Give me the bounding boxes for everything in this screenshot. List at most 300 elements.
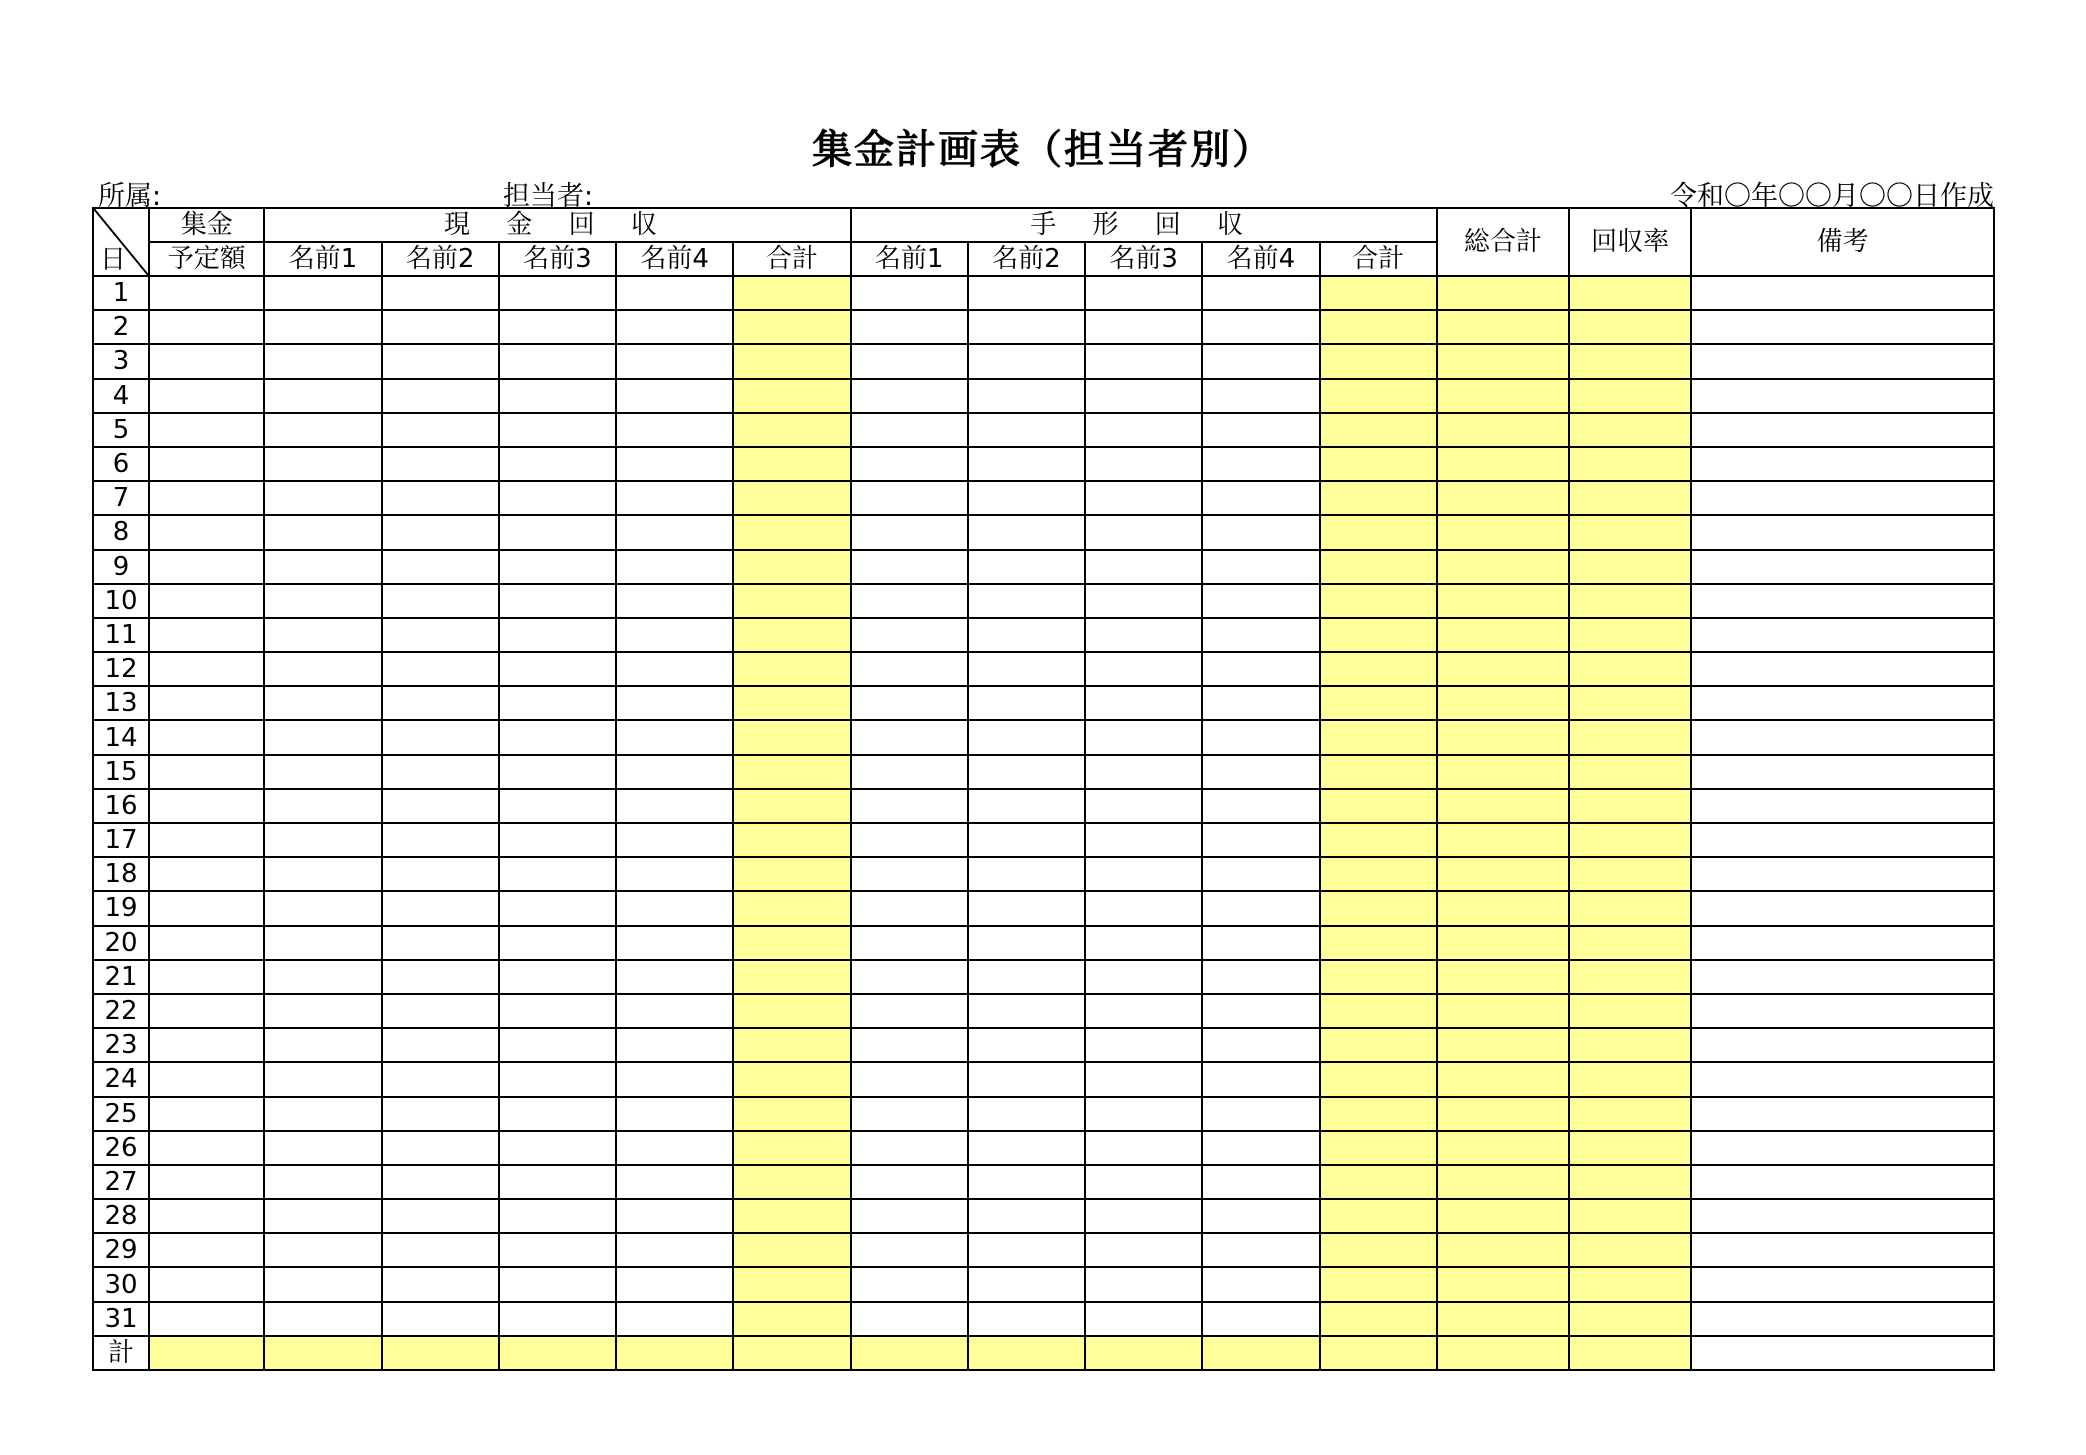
cash-subtotal-cell[interactable] (733, 857, 850, 891)
bill-name-4-cell[interactable] (1202, 720, 1319, 754)
remarks-cell[interactable] (1691, 1131, 1994, 1165)
bill-name-1-cell[interactable] (851, 550, 968, 584)
cash-name-4-cell[interactable] (616, 515, 733, 549)
recovery-rate-cell[interactable] (1569, 618, 1691, 652)
planned-amount-cell[interactable] (149, 447, 264, 481)
planned-amount-cell[interactable] (149, 1097, 264, 1131)
cash-name-3-cell[interactable] (499, 1302, 616, 1336)
bill-name-2-cell[interactable] (968, 515, 1085, 549)
cash-name-2-cell[interactable] (382, 310, 499, 344)
remarks-cell[interactable] (1691, 994, 1994, 1028)
bill-name-3-cell[interactable] (1085, 1062, 1202, 1096)
recovery-rate-cell[interactable] (1569, 686, 1691, 720)
grand-total-cell[interactable] (1437, 652, 1569, 686)
remarks-cell[interactable] (1691, 550, 1994, 584)
grand-total-cell[interactable] (1437, 550, 1569, 584)
bill-subtotal-cell[interactable] (1320, 584, 1437, 618)
cash-name-3-cell[interactable] (499, 1199, 616, 1233)
planned-amount-cell[interactable] (149, 379, 264, 413)
bill-name-4-cell[interactable] (1202, 379, 1319, 413)
cash-name-1-cell[interactable] (264, 1302, 381, 1336)
planned-amount-cell[interactable] (149, 994, 264, 1028)
cash-name-1-cell[interactable] (264, 1233, 381, 1267)
cash-name-4-cell[interactable] (616, 823, 733, 857)
cash-name-1-cell[interactable] (264, 481, 381, 515)
bill-subtotal-cell[interactable] (1320, 515, 1437, 549)
cash-name-2-cell[interactable] (382, 550, 499, 584)
planned-amount-cell[interactable] (149, 276, 264, 310)
cash-subtotal-cell[interactable] (733, 686, 850, 720)
cash-name-4-cell[interactable] (616, 652, 733, 686)
bill-name-4-cell[interactable] (1202, 960, 1319, 994)
grand-total-cell[interactable] (1437, 447, 1569, 481)
bill-name-2-cell[interactable] (968, 960, 1085, 994)
bill-subtotal-cell[interactable] (1320, 276, 1437, 310)
bill-name-1-cell[interactable] (851, 755, 968, 789)
remarks-cell[interactable] (1691, 379, 1994, 413)
bill-subtotal-cell[interactable] (1320, 1302, 1437, 1336)
cash-subtotal-cell[interactable] (733, 515, 850, 549)
cash-name-1-cell[interactable] (264, 857, 381, 891)
cash-name-4-cell[interactable] (616, 994, 733, 1028)
planned-amount-cell[interactable] (149, 1233, 264, 1267)
bill-name-4-cell[interactable] (1202, 789, 1319, 823)
bill-subtotal-cell[interactable] (1320, 1165, 1437, 1199)
cash-name-2-cell[interactable] (382, 891, 499, 925)
planned-amount-cell[interactable] (149, 1267, 264, 1301)
bill-name-2-cell[interactable] (968, 652, 1085, 686)
cash-subtotal-cell[interactable] (733, 652, 850, 686)
grand-total-cell[interactable] (1437, 1302, 1569, 1336)
recovery-rate-cell[interactable] (1569, 1131, 1691, 1165)
bill-name-2-cell[interactable] (968, 310, 1085, 344)
bill-name-4-cell[interactable] (1202, 584, 1319, 618)
remarks-cell[interactable] (1691, 276, 1994, 310)
cash-name-3-cell[interactable] (499, 379, 616, 413)
bill-name-1-cell[interactable] (851, 857, 968, 891)
bill-name-3-total-cell[interactable] (1085, 1336, 1202, 1370)
cash-name-3-cell[interactable] (499, 926, 616, 960)
bill-name-1-cell[interactable] (851, 276, 968, 310)
cash-subtotal-cell[interactable] (733, 413, 850, 447)
cash-name-1-cell[interactable] (264, 891, 381, 925)
bill-subtotal-cell[interactable] (1320, 1199, 1437, 1233)
cash-name-3-cell[interactable] (499, 652, 616, 686)
cash-name-2-cell[interactable] (382, 1028, 499, 1062)
recovery-rate-total-cell[interactable] (1569, 1336, 1691, 1370)
cash-name-1-cell[interactable] (264, 994, 381, 1028)
recovery-rate-cell[interactable] (1569, 550, 1691, 584)
bill-name-1-cell[interactable] (851, 1062, 968, 1096)
bill-name-4-cell[interactable] (1202, 926, 1319, 960)
bill-name-1-cell[interactable] (851, 379, 968, 413)
planned-amount-cell[interactable] (149, 755, 264, 789)
cash-name-1-cell[interactable] (264, 1062, 381, 1096)
cash-name-3-cell[interactable] (499, 1131, 616, 1165)
bill-name-2-cell[interactable] (968, 789, 1085, 823)
cash-name-3-cell[interactable] (499, 960, 616, 994)
recovery-rate-cell[interactable] (1569, 1199, 1691, 1233)
cash-subtotal-cell[interactable] (733, 379, 850, 413)
grand-total-cell[interactable] (1437, 276, 1569, 310)
recovery-rate-cell[interactable] (1569, 1267, 1691, 1301)
bill-name-1-cell[interactable] (851, 584, 968, 618)
cash-name-2-cell[interactable] (382, 413, 499, 447)
bill-subtotal-cell[interactable] (1320, 413, 1437, 447)
cash-name-1-cell[interactable] (264, 310, 381, 344)
bill-name-4-cell[interactable] (1202, 1028, 1319, 1062)
bill-name-3-cell[interactable] (1085, 447, 1202, 481)
bill-subtotal-cell[interactable] (1320, 481, 1437, 515)
bill-name-1-cell[interactable] (851, 686, 968, 720)
cash-name-2-cell[interactable] (382, 584, 499, 618)
bill-name-4-cell[interactable] (1202, 481, 1319, 515)
cash-name-4-cell[interactable] (616, 926, 733, 960)
planned-amount-cell[interactable] (149, 310, 264, 344)
planned-amount-total-cell[interactable] (149, 1336, 264, 1370)
grand-total-cell[interactable] (1437, 1267, 1569, 1301)
remarks-cell[interactable] (1691, 789, 1994, 823)
cash-name-2-cell[interactable] (382, 515, 499, 549)
cash-name-2-cell[interactable] (382, 344, 499, 378)
planned-amount-cell[interactable] (149, 344, 264, 378)
bill-subtotal-cell[interactable] (1320, 1097, 1437, 1131)
cash-name-4-cell[interactable] (616, 960, 733, 994)
recovery-rate-cell[interactable] (1569, 584, 1691, 618)
bill-name-1-cell[interactable] (851, 1199, 968, 1233)
cash-subtotal-cell[interactable] (733, 447, 850, 481)
bill-subtotal-cell[interactable] (1320, 1131, 1437, 1165)
bill-name-1-cell[interactable] (851, 1302, 968, 1336)
cash-name-1-cell[interactable] (264, 344, 381, 378)
planned-amount-cell[interactable] (149, 891, 264, 925)
bill-name-4-cell[interactable] (1202, 891, 1319, 925)
bill-name-1-cell[interactable] (851, 413, 968, 447)
bill-name-1-cell[interactable] (851, 1028, 968, 1062)
remarks-cell[interactable] (1691, 652, 1994, 686)
cash-name-3-total-cell[interactable] (499, 1336, 616, 1370)
cash-name-3-cell[interactable] (499, 789, 616, 823)
cash-subtotal-cell[interactable] (733, 1302, 850, 1336)
cash-name-3-cell[interactable] (499, 686, 616, 720)
cash-subtotal-cell[interactable] (733, 1062, 850, 1096)
bill-name-4-cell[interactable] (1202, 1165, 1319, 1199)
planned-amount-cell[interactable] (149, 1302, 264, 1336)
cash-name-1-cell[interactable] (264, 1131, 381, 1165)
bill-name-1-cell[interactable] (851, 960, 968, 994)
remarks-cell[interactable] (1691, 823, 1994, 857)
cash-name-2-cell[interactable] (382, 1131, 499, 1165)
cash-name-4-cell[interactable] (616, 755, 733, 789)
cash-name-3-cell[interactable] (499, 720, 616, 754)
remarks-cell[interactable] (1691, 310, 1994, 344)
bill-name-4-cell[interactable] (1202, 1062, 1319, 1096)
cash-name-1-cell[interactable] (264, 686, 381, 720)
recovery-rate-cell[interactable] (1569, 413, 1691, 447)
recovery-rate-cell[interactable] (1569, 926, 1691, 960)
remarks-cell[interactable] (1691, 584, 1994, 618)
bill-name-3-cell[interactable] (1085, 1028, 1202, 1062)
bill-name-3-cell[interactable] (1085, 720, 1202, 754)
bill-name-2-cell[interactable] (968, 1267, 1085, 1301)
cash-name-4-cell[interactable] (616, 1199, 733, 1233)
bill-name-4-cell[interactable] (1202, 1199, 1319, 1233)
bill-name-3-cell[interactable] (1085, 857, 1202, 891)
planned-amount-cell[interactable] (149, 1062, 264, 1096)
bill-name-3-cell[interactable] (1085, 379, 1202, 413)
bill-subtotal-cell[interactable] (1320, 379, 1437, 413)
cash-name-4-cell[interactable] (616, 789, 733, 823)
remarks-cell[interactable] (1691, 1097, 1994, 1131)
cash-name-2-cell[interactable] (382, 1062, 499, 1096)
cash-name-2-cell[interactable] (382, 652, 499, 686)
bill-subtotal-cell[interactable] (1320, 618, 1437, 652)
recovery-rate-cell[interactable] (1569, 652, 1691, 686)
bill-name-4-cell[interactable] (1202, 1233, 1319, 1267)
grand-total-cell[interactable] (1437, 720, 1569, 754)
cash-name-2-cell[interactable] (382, 789, 499, 823)
cash-name-1-cell[interactable] (264, 755, 381, 789)
bill-name-4-cell[interactable] (1202, 1302, 1319, 1336)
cash-name-4-cell[interactable] (616, 1302, 733, 1336)
bill-name-2-cell[interactable] (968, 276, 1085, 310)
bill-name-2-cell[interactable] (968, 379, 1085, 413)
cash-subtotal-cell[interactable] (733, 481, 850, 515)
cash-name-4-cell[interactable] (616, 1233, 733, 1267)
cash-name-4-cell[interactable] (616, 1267, 733, 1301)
remarks-cell[interactable] (1691, 447, 1994, 481)
cash-name-4-cell[interactable] (616, 1131, 733, 1165)
bill-subtotal-cell[interactable] (1320, 1267, 1437, 1301)
bill-subtotal-cell[interactable] (1320, 926, 1437, 960)
cash-name-2-cell[interactable] (382, 1267, 499, 1301)
recovery-rate-cell[interactable] (1569, 1028, 1691, 1062)
recovery-rate-cell[interactable] (1569, 515, 1691, 549)
bill-name-1-cell[interactable] (851, 789, 968, 823)
bill-name-3-cell[interactable] (1085, 1199, 1202, 1233)
remarks-cell[interactable] (1691, 618, 1994, 652)
recovery-rate-cell[interactable] (1569, 481, 1691, 515)
cash-name-3-cell[interactable] (499, 1267, 616, 1301)
bill-name-1-cell[interactable] (851, 652, 968, 686)
grand-total-cell[interactable] (1437, 584, 1569, 618)
bill-name-1-cell[interactable] (851, 994, 968, 1028)
cash-name-1-total-cell[interactable] (264, 1336, 381, 1370)
bill-name-2-total-cell[interactable] (968, 1336, 1085, 1370)
remarks-cell[interactable] (1691, 1165, 1994, 1199)
cash-name-1-cell[interactable] (264, 720, 381, 754)
cash-name-1-cell[interactable] (264, 1097, 381, 1131)
cash-name-3-cell[interactable] (499, 550, 616, 584)
recovery-rate-cell[interactable] (1569, 1233, 1691, 1267)
grand-total-cell[interactable] (1437, 686, 1569, 720)
grand-total-cell[interactable] (1437, 755, 1569, 789)
bill-name-4-cell[interactable] (1202, 1131, 1319, 1165)
cash-name-1-cell[interactable] (264, 823, 381, 857)
planned-amount-cell[interactable] (149, 926, 264, 960)
cash-name-1-cell[interactable] (264, 652, 381, 686)
bill-name-2-cell[interactable] (968, 344, 1085, 378)
bill-name-3-cell[interactable] (1085, 823, 1202, 857)
cash-name-4-cell[interactable] (616, 1028, 733, 1062)
bill-name-3-cell[interactable] (1085, 755, 1202, 789)
bill-name-1-cell[interactable] (851, 823, 968, 857)
grand-total-cell[interactable] (1437, 823, 1569, 857)
planned-amount-cell[interactable] (149, 515, 264, 549)
cash-name-2-cell[interactable] (382, 720, 499, 754)
bill-name-2-cell[interactable] (968, 926, 1085, 960)
bill-subtotal-cell[interactable] (1320, 652, 1437, 686)
grand-total-cell[interactable] (1437, 1165, 1569, 1199)
cash-subtotal-cell[interactable] (733, 1028, 850, 1062)
cash-name-1-cell[interactable] (264, 276, 381, 310)
bill-subtotal-cell[interactable] (1320, 960, 1437, 994)
cash-name-4-total-cell[interactable] (616, 1336, 733, 1370)
cash-name-4-cell[interactable] (616, 720, 733, 754)
bill-name-1-cell[interactable] (851, 1165, 968, 1199)
planned-amount-cell[interactable] (149, 413, 264, 447)
bill-name-3-cell[interactable] (1085, 515, 1202, 549)
cash-subtotal-cell[interactable] (733, 1233, 850, 1267)
cash-name-2-cell[interactable] (382, 994, 499, 1028)
cash-name-1-cell[interactable] (264, 515, 381, 549)
remarks-cell[interactable] (1691, 891, 1994, 925)
cash-name-4-cell[interactable] (616, 584, 733, 618)
bill-name-2-cell[interactable] (968, 755, 1085, 789)
bill-name-2-cell[interactable] (968, 1062, 1085, 1096)
bill-name-3-cell[interactable] (1085, 310, 1202, 344)
cash-name-4-cell[interactable] (616, 413, 733, 447)
recovery-rate-cell[interactable] (1569, 994, 1691, 1028)
cash-subtotal-cell[interactable] (733, 720, 850, 754)
planned-amount-cell[interactable] (149, 550, 264, 584)
cash-subtotal-cell[interactable] (733, 891, 850, 925)
grand-total-cell[interactable] (1437, 1028, 1569, 1062)
grand-total-cell[interactable] (1437, 1062, 1569, 1096)
cash-name-1-cell[interactable] (264, 1199, 381, 1233)
bill-name-4-cell[interactable] (1202, 686, 1319, 720)
bill-subtotal-cell[interactable] (1320, 310, 1437, 344)
cash-name-4-cell[interactable] (616, 1097, 733, 1131)
grand-total-cell[interactable] (1437, 891, 1569, 925)
bill-name-4-cell[interactable] (1202, 515, 1319, 549)
cash-name-1-cell[interactable] (264, 789, 381, 823)
cash-subtotal-cell[interactable] (733, 344, 850, 378)
bill-name-1-cell[interactable] (851, 926, 968, 960)
grand-total-cell[interactable] (1437, 413, 1569, 447)
planned-amount-cell[interactable] (149, 857, 264, 891)
recovery-rate-cell[interactable] (1569, 1097, 1691, 1131)
grand-total-cell[interactable] (1437, 789, 1569, 823)
grand-total-cell[interactable] (1437, 379, 1569, 413)
cash-name-3-cell[interactable] (499, 618, 616, 652)
remarks-cell[interactable] (1691, 720, 1994, 754)
recovery-rate-cell[interactable] (1569, 857, 1691, 891)
cash-name-2-cell[interactable] (382, 926, 499, 960)
cash-name-1-cell[interactable] (264, 379, 381, 413)
bill-name-4-cell[interactable] (1202, 755, 1319, 789)
bill-subtotal-total-cell[interactable] (1320, 1336, 1437, 1370)
grand-total-total-cell[interactable] (1437, 1336, 1569, 1370)
bill-name-3-cell[interactable] (1085, 1233, 1202, 1267)
cash-subtotal-total-cell[interactable] (733, 1336, 850, 1370)
bill-name-1-cell[interactable] (851, 891, 968, 925)
planned-amount-cell[interactable] (149, 652, 264, 686)
bill-subtotal-cell[interactable] (1320, 789, 1437, 823)
cash-name-1-cell[interactable] (264, 584, 381, 618)
recovery-rate-cell[interactable] (1569, 379, 1691, 413)
grand-total-cell[interactable] (1437, 1131, 1569, 1165)
cash-name-4-cell[interactable] (616, 1062, 733, 1096)
bill-name-4-cell[interactable] (1202, 413, 1319, 447)
cash-subtotal-cell[interactable] (733, 1131, 850, 1165)
bill-name-4-cell[interactable] (1202, 1267, 1319, 1301)
cash-subtotal-cell[interactable] (733, 926, 850, 960)
grand-total-cell[interactable] (1437, 1097, 1569, 1131)
planned-amount-cell[interactable] (149, 1165, 264, 1199)
bill-name-1-cell[interactable] (851, 618, 968, 652)
remarks-total-cell[interactable] (1691, 1336, 1994, 1370)
bill-name-2-cell[interactable] (968, 686, 1085, 720)
recovery-rate-cell[interactable] (1569, 823, 1691, 857)
cash-subtotal-cell[interactable] (733, 823, 850, 857)
remarks-cell[interactable] (1691, 1199, 1994, 1233)
bill-subtotal-cell[interactable] (1320, 720, 1437, 754)
bill-name-3-cell[interactable] (1085, 926, 1202, 960)
recovery-rate-cell[interactable] (1569, 276, 1691, 310)
bill-subtotal-cell[interactable] (1320, 755, 1437, 789)
planned-amount-cell[interactable] (149, 720, 264, 754)
cash-name-1-cell[interactable] (264, 618, 381, 652)
cash-name-4-cell[interactable] (616, 276, 733, 310)
cash-name-3-cell[interactable] (499, 515, 616, 549)
cash-name-3-cell[interactable] (499, 413, 616, 447)
cash-name-2-total-cell[interactable] (382, 1336, 499, 1370)
remarks-cell[interactable] (1691, 1062, 1994, 1096)
cash-subtotal-cell[interactable] (733, 1199, 850, 1233)
bill-name-4-cell[interactable] (1202, 857, 1319, 891)
cash-name-4-cell[interactable] (616, 686, 733, 720)
bill-name-3-cell[interactable] (1085, 344, 1202, 378)
bill-name-1-cell[interactable] (851, 447, 968, 481)
bill-name-4-cell[interactable] (1202, 618, 1319, 652)
recovery-rate-cell[interactable] (1569, 789, 1691, 823)
cash-name-4-cell[interactable] (616, 310, 733, 344)
cash-name-2-cell[interactable] (382, 481, 499, 515)
bill-name-4-cell[interactable] (1202, 276, 1319, 310)
bill-name-2-cell[interactable] (968, 994, 1085, 1028)
grand-total-cell[interactable] (1437, 310, 1569, 344)
cash-name-2-cell[interactable] (382, 1302, 499, 1336)
cash-name-1-cell[interactable] (264, 960, 381, 994)
bill-subtotal-cell[interactable] (1320, 1062, 1437, 1096)
cash-name-2-cell[interactable] (382, 857, 499, 891)
cash-name-1-cell[interactable] (264, 1028, 381, 1062)
cash-name-2-cell[interactable] (382, 755, 499, 789)
planned-amount-cell[interactable] (149, 686, 264, 720)
cash-name-1-cell[interactable] (264, 550, 381, 584)
bill-name-2-cell[interactable] (968, 1302, 1085, 1336)
bill-name-1-cell[interactable] (851, 1097, 968, 1131)
bill-name-2-cell[interactable] (968, 413, 1085, 447)
bill-name-2-cell[interactable] (968, 550, 1085, 584)
planned-amount-cell[interactable] (149, 1028, 264, 1062)
cash-name-3-cell[interactable] (499, 755, 616, 789)
cash-subtotal-cell[interactable] (733, 960, 850, 994)
grand-total-cell[interactable] (1437, 1199, 1569, 1233)
cash-name-4-cell[interactable] (616, 379, 733, 413)
bill-name-2-cell[interactable] (968, 584, 1085, 618)
